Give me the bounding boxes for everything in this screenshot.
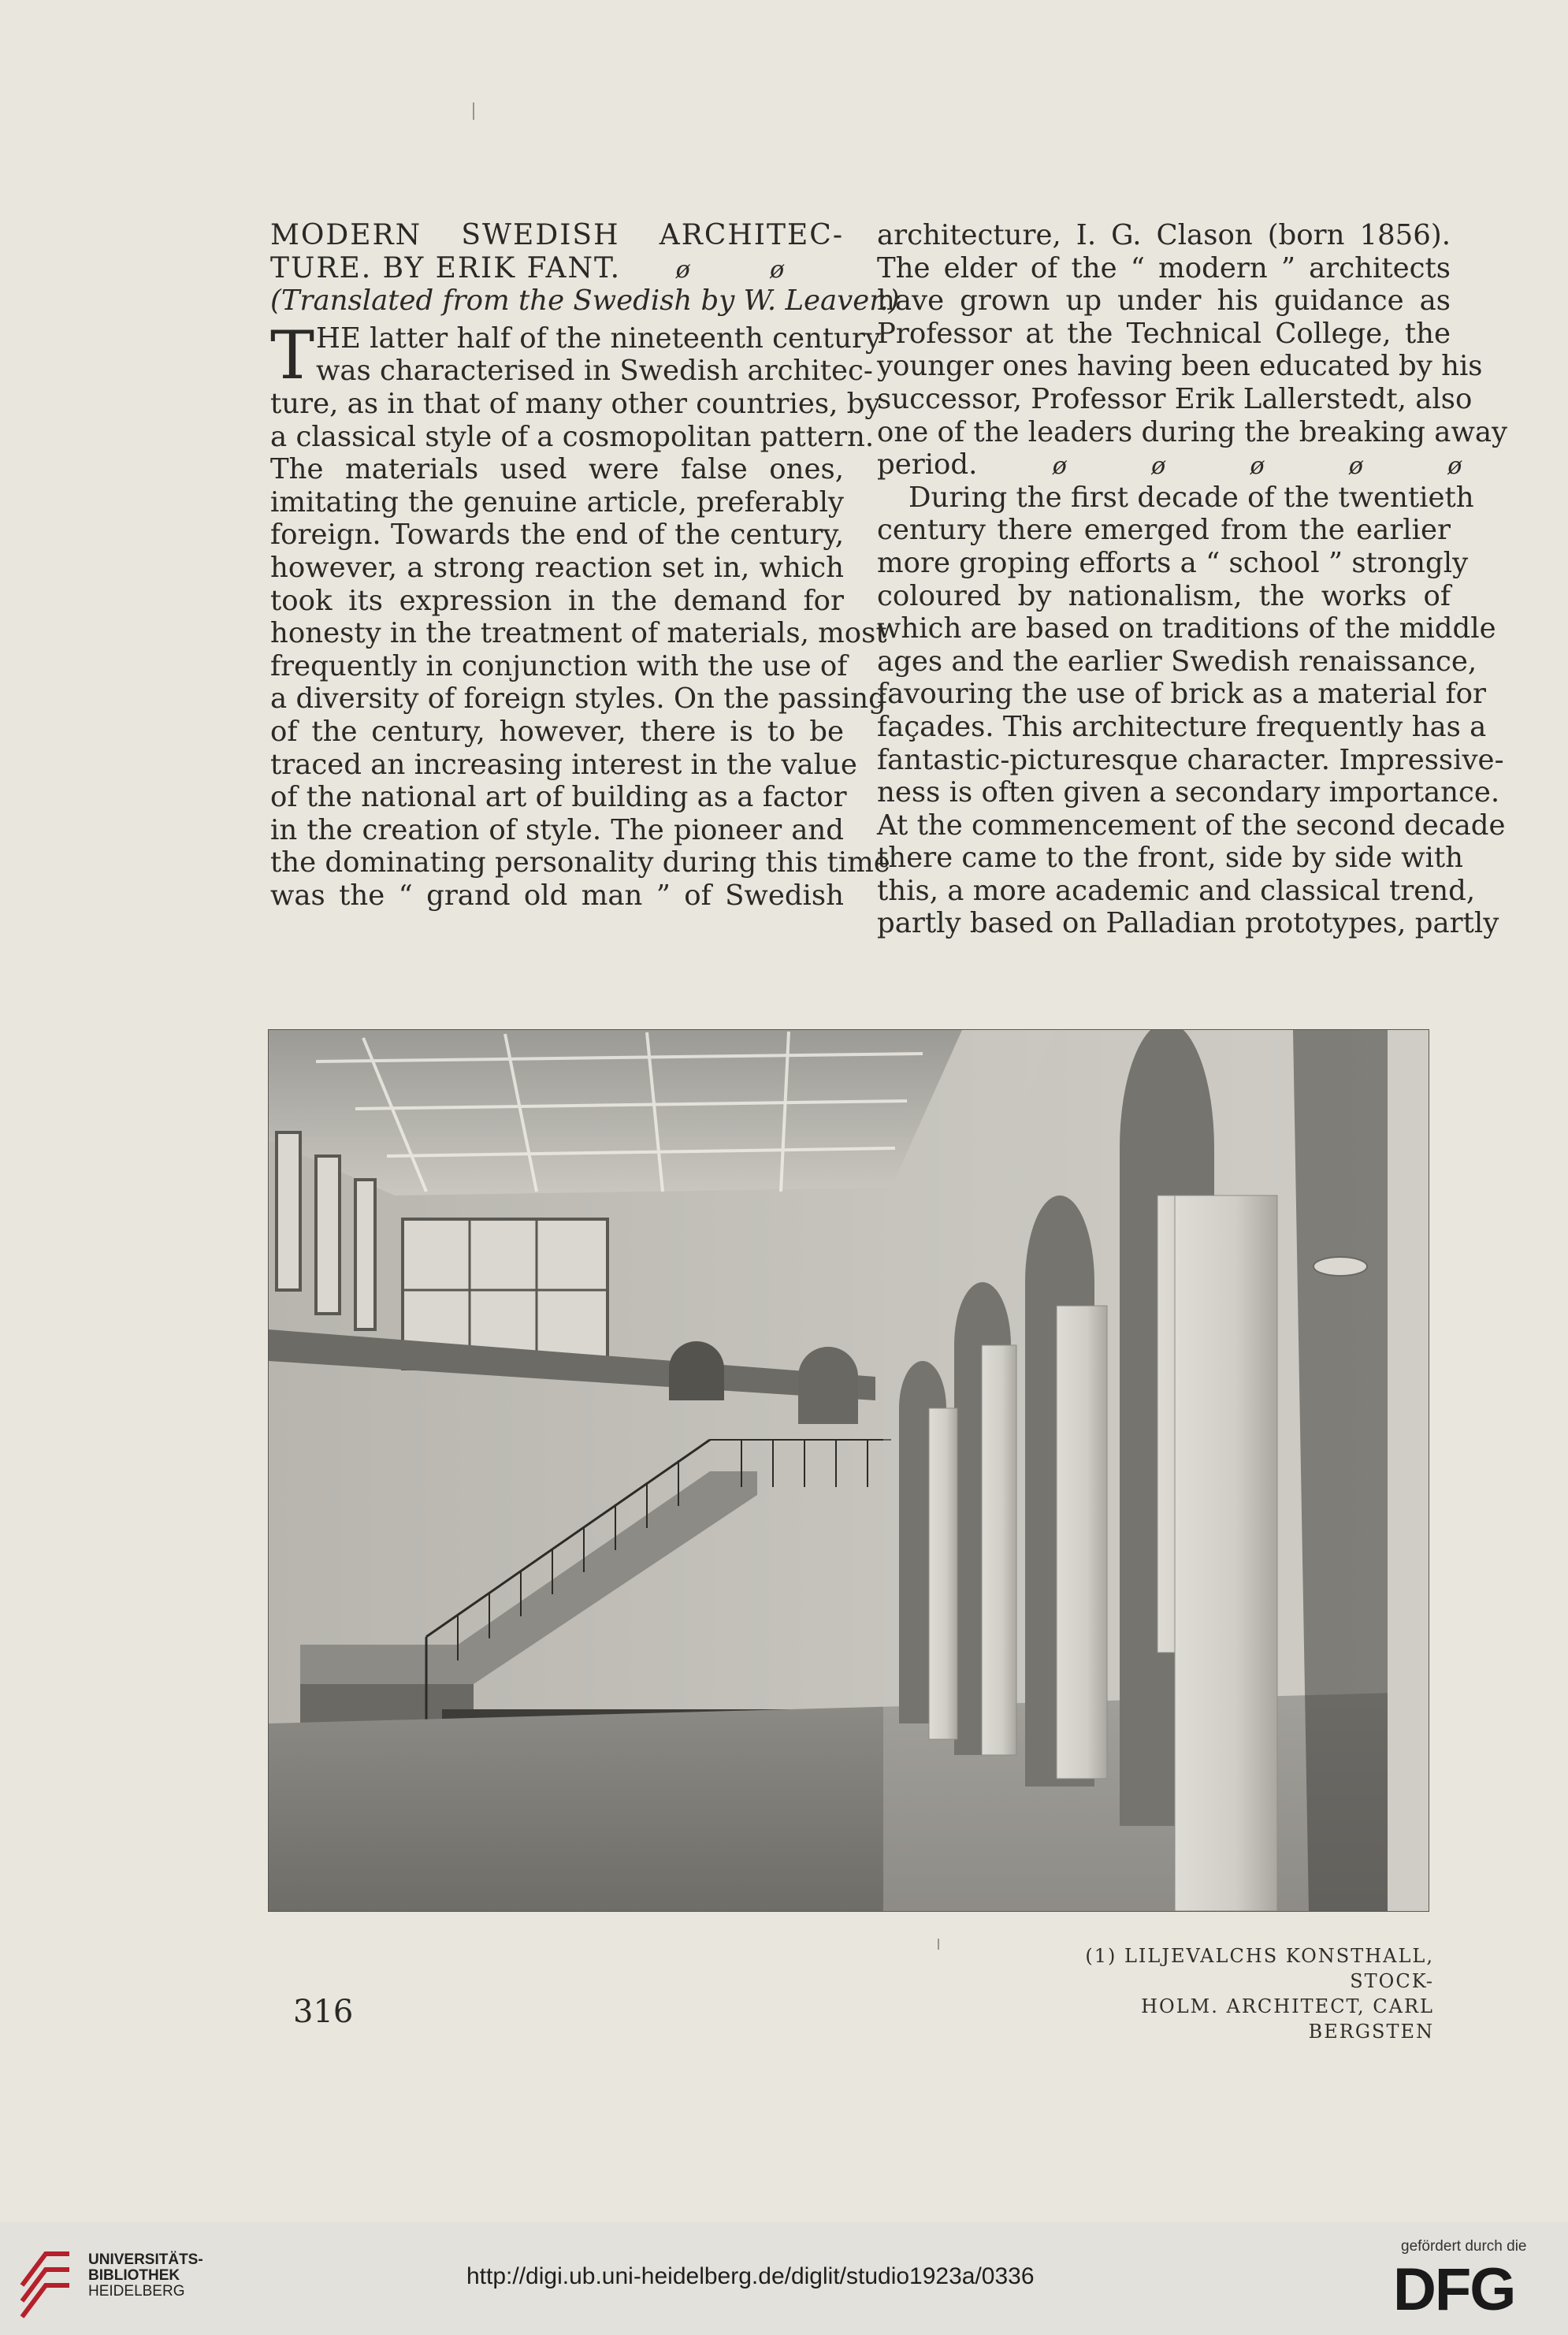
- body-line: of the national art of building as a factor: [270, 781, 847, 814]
- byline: TURE. BY ERIK FANT.: [270, 251, 622, 284]
- article-title-line-2: [270, 252, 844, 285]
- left-column: [270, 219, 900, 912]
- body-line: At the commencement of the second decade: [877, 809, 1506, 842]
- body-line: successor, Professor Erik Lallerstedt, also: [877, 382, 1473, 415]
- caption-line-1: (1) LILJEVALCHS KONSTHALL, STOCK-: [1085, 1945, 1434, 1992]
- scan-margin-mark: [938, 1939, 939, 1950]
- body-line: HE latter half of the nineteenth century: [316, 322, 882, 355]
- body-line: this, a more academic and classical trend,: [877, 874, 1476, 907]
- body-line: the dominating personality during this time: [270, 846, 890, 879]
- translation-note: (Translated from the Swedish by W. Leaver.): [270, 284, 900, 318]
- library-name-line: HEIDELBERG: [88, 2283, 185, 2300]
- body-line: a classical style of a cosmopolitan pattern.: [270, 420, 875, 453]
- body-line: Professor at the Technical College, the: [877, 317, 1451, 350]
- body-line: fantastic-picturesque character. Impressive-: [877, 743, 1504, 776]
- body-line: partly based on Palladian prototypes, partly: [877, 907, 1499, 940]
- opening-paragraph: [270, 316, 890, 913]
- right-column: [877, 219, 1508, 940]
- body-line: façades. This architecture frequently has a: [877, 710, 1487, 743]
- body-line: was the “ grand old man ” of Swedish: [270, 879, 844, 912]
- body-line: The materials used were false ones,: [270, 453, 844, 486]
- body-line: have grown up under his guidance as: [877, 284, 1451, 318]
- permalink-url[interactable]: http://digi.ub.uni-heidelberg.de/diglit/studio1923a/0336: [466, 2263, 1035, 2289]
- body-line: took its expression in the demand for: [270, 584, 844, 617]
- body-line: a diversity of foreign styles. On the passing: [270, 682, 886, 716]
- body-line: younger ones having been educated by his: [877, 350, 1483, 383]
- scan-margin-mark: [473, 102, 474, 120]
- body-line: coloured by nationalism, the works of: [877, 579, 1451, 612]
- body-line-with-ornaments: [877, 448, 1462, 482]
- library-name: [88, 2252, 203, 2300]
- body-line: ture, as in that of many other countries, by: [270, 387, 881, 420]
- body-line: was characterised in Swedish architec-: [316, 355, 873, 388]
- funding-note: gefördert durch die: [1401, 2238, 1527, 2255]
- period-word: period.: [877, 448, 978, 482]
- body-line: there came to the front, side by side with: [877, 842, 1464, 875]
- article-title-line-1: MODERN SWEDISH ARCHITEC-: [270, 219, 844, 251]
- leaf-ornament-icon: ø: [770, 255, 786, 284]
- leaf-ornament-icon: ø: [1447, 452, 1462, 481]
- body-line: however, a strong reaction set in, which: [270, 551, 844, 584]
- hall-interior-illustration: [269, 1030, 1429, 1911]
- drop-cap: T: [270, 316, 315, 394]
- university-library-logo-icon: [14, 2238, 77, 2323]
- body-line: one of the leaders during the breaking away: [877, 415, 1508, 448]
- leaf-ornament-icon: ø: [1250, 452, 1265, 481]
- body-line: ness is often given a secondary importance.: [877, 776, 1500, 809]
- dfg-logo: DFG: [1393, 2256, 1515, 2323]
- leaf-ornament-icon: ø: [1151, 452, 1166, 481]
- body-line: in the creation of style. The pioneer and: [270, 813, 844, 846]
- leaf-ornament-icon: ø: [1348, 452, 1363, 481]
- caption-line-2: HOLM. ARCHITECT, CARL BERGSTEN: [1141, 1995, 1434, 2043]
- page-number: 316: [293, 1994, 354, 2030]
- body-line: which are based on traditions of the middle: [877, 612, 1496, 645]
- body-line: traced an increasing interest in the value: [270, 748, 857, 781]
- leaf-ornament-icon: ø: [675, 255, 692, 284]
- body-line: The elder of the “ modern ” architects: [877, 251, 1451, 284]
- architecture-photograph: [268, 1029, 1429, 1912]
- body-line: ages and the earlier Swedish renaissance,: [877, 645, 1477, 678]
- body-line: of the century, however, there is to be: [270, 715, 844, 748]
- body-line: During the first decade of the twentieth: [908, 481, 1474, 514]
- body-line: favouring the use of brick as a material for: [877, 678, 1486, 711]
- library-name-line: UNIVERSITÄTS-: [88, 2251, 203, 2268]
- body-line: honesty in the treatment of materials, most: [270, 617, 887, 650]
- library-name-line: BIBLIOTHEK: [88, 2267, 180, 2284]
- body-line: century there emerged from the earlier: [877, 514, 1451, 547]
- body-line: imitating the genuine article, preferably: [270, 485, 844, 519]
- body-line: frequently in conjunction with the use of: [270, 649, 848, 682]
- body-line: architecture, I. G. Clason (born 1856).: [877, 219, 1451, 251]
- body-line: foreign. Towards the end of the century,: [270, 519, 844, 552]
- figure-caption: [1024, 1943, 1434, 2044]
- leaf-ornament-icon: ø: [1052, 452, 1067, 481]
- body-line: more groping efforts a “ school ” strongly: [877, 546, 1469, 579]
